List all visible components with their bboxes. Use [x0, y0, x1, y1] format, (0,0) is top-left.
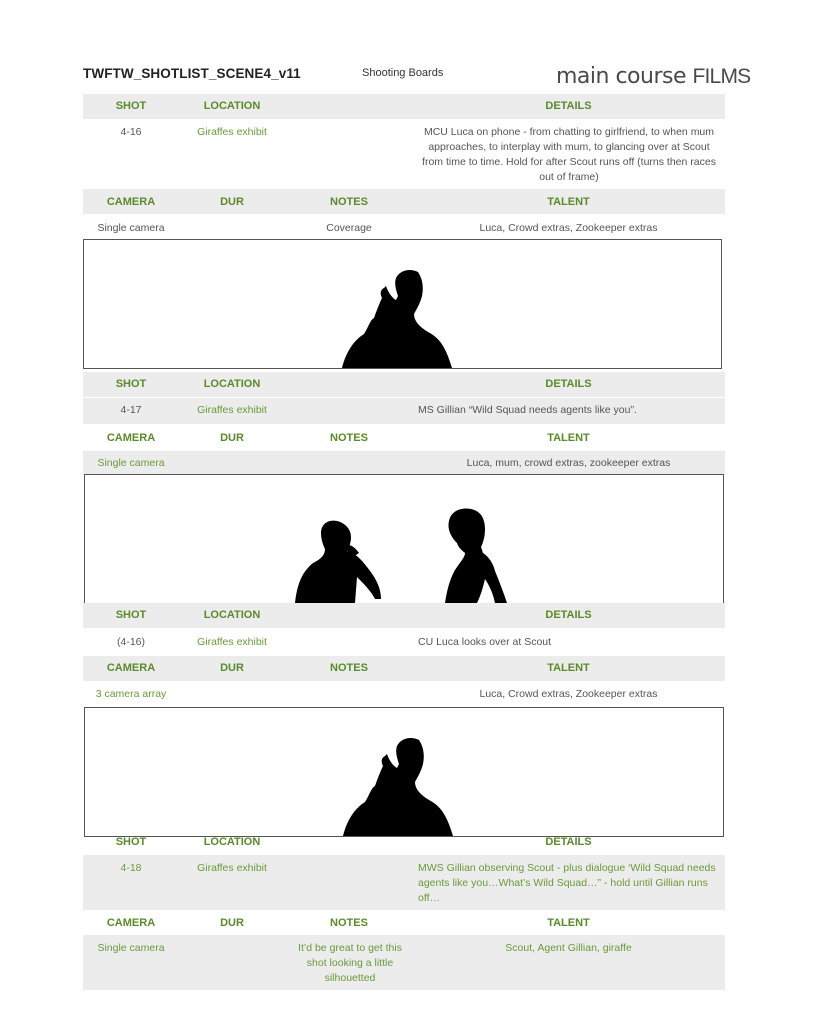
- talent-value: Luca, mum, crowd extras, zookeeper extras: [466, 457, 671, 469]
- dur-header-label: DUR: [220, 432, 244, 444]
- location-header-label: LOCATION: [203, 100, 261, 112]
- logo-lower-text: main course: [556, 64, 693, 89]
- shot-header-label: SHOT: [115, 100, 147, 112]
- document-title: TWFTW_SHOTLIST_SCENE4_v11: [83, 66, 301, 81]
- shot-number: 4-17: [120, 404, 142, 416]
- storyboard-frame: [84, 474, 724, 604]
- notes-value: Coverage: [326, 222, 372, 234]
- camera-value: Single camera: [97, 457, 165, 469]
- shot-number: 4-16: [120, 126, 142, 138]
- location-header-label: LOCATION: [203, 609, 261, 621]
- shot-number: 4-18: [120, 862, 142, 874]
- silhouette-luca-closeup: [85, 708, 723, 836]
- company-logo: [556, 64, 750, 89]
- talent-header-label: TALENT: [547, 196, 590, 208]
- camera-value: Single camera: [97, 942, 165, 954]
- notes-value: It’d be great to get this shot looking a little silhouetted: [298, 942, 402, 984]
- notes-header-label: NOTES: [330, 196, 368, 208]
- details-header-label: DETAILS: [545, 836, 592, 848]
- notes-header-label: NOTES: [330, 917, 368, 929]
- camera-header-label: CAMERA: [106, 432, 156, 444]
- storyboard-frame: [83, 239, 722, 369]
- camera-value: 3 camera array: [95, 688, 167, 700]
- details-header-label: DETAILS: [545, 609, 592, 621]
- location-header-label: LOCATION: [203, 836, 261, 848]
- shot-details: MCU Luca on phone - from chatting to girlfriend, to when mum approaches, to interplay with mum, to glancing over at Scout from time to time. Hold for after Scout runs off (turns then races out of frame): [422, 126, 716, 183]
- dur-header-label: DUR: [220, 662, 244, 674]
- dur-header-label: DUR: [220, 917, 244, 929]
- camera-value: Single camera: [97, 222, 165, 234]
- talent-header-label: TALENT: [547, 432, 590, 444]
- notes-header-label: NOTES: [330, 662, 368, 674]
- talent-value: Scout, Agent Gillian, giraffe: [505, 942, 632, 954]
- shot-header-label: SHOT: [115, 609, 147, 621]
- details-header-label: DETAILS: [545, 378, 592, 390]
- camera-header-label: CAMERA: [106, 196, 156, 208]
- details-header-label: DETAILS: [545, 100, 592, 112]
- silhouette-luca-phone: [84, 240, 721, 368]
- dur-header-label: DUR: [220, 196, 244, 208]
- shot-details: MS Gillian “Wild Squad needs agents like you”.: [418, 404, 637, 416]
- document-subtitle: Shooting Boards: [362, 67, 444, 79]
- camera-header-label: CAMERA: [106, 917, 156, 929]
- talent-value: Luca, Crowd extras, Zookeeper extras: [479, 222, 658, 234]
- notes-header-label: NOTES: [330, 432, 368, 444]
- shot-details: MWS Gillian observing Scout - plus dialogue ‘Wild Squad needs agents like you…What’s Wild Squad…” - hold until Gillian runs off…: [418, 862, 716, 904]
- shot-location: Giraffes exhibit: [197, 636, 267, 648]
- logo-caps-text: FILMS: [692, 65, 751, 88]
- shot-number: (4-16): [116, 636, 145, 648]
- talent-value: Luca, Crowd extras, Zookeeper extras: [479, 688, 658, 700]
- talent-header-label: TALENT: [547, 917, 590, 929]
- shot-details: CU Luca looks over at Scout: [418, 636, 552, 648]
- camera-header-label: CAMERA: [106, 662, 156, 674]
- shot-location: Giraffes exhibit: [197, 404, 267, 416]
- location-header-label: LOCATION: [203, 378, 261, 390]
- shot-location: Giraffes exhibit: [197, 126, 267, 138]
- storyboard-frame: [84, 707, 724, 837]
- shot-header-label: SHOT: [115, 836, 147, 848]
- silhouette-luca-and-mum: [85, 475, 723, 603]
- shot-header-label: SHOT: [115, 378, 147, 390]
- shot-location: Giraffes exhibit: [197, 862, 267, 874]
- talent-header-label: TALENT: [547, 662, 590, 674]
